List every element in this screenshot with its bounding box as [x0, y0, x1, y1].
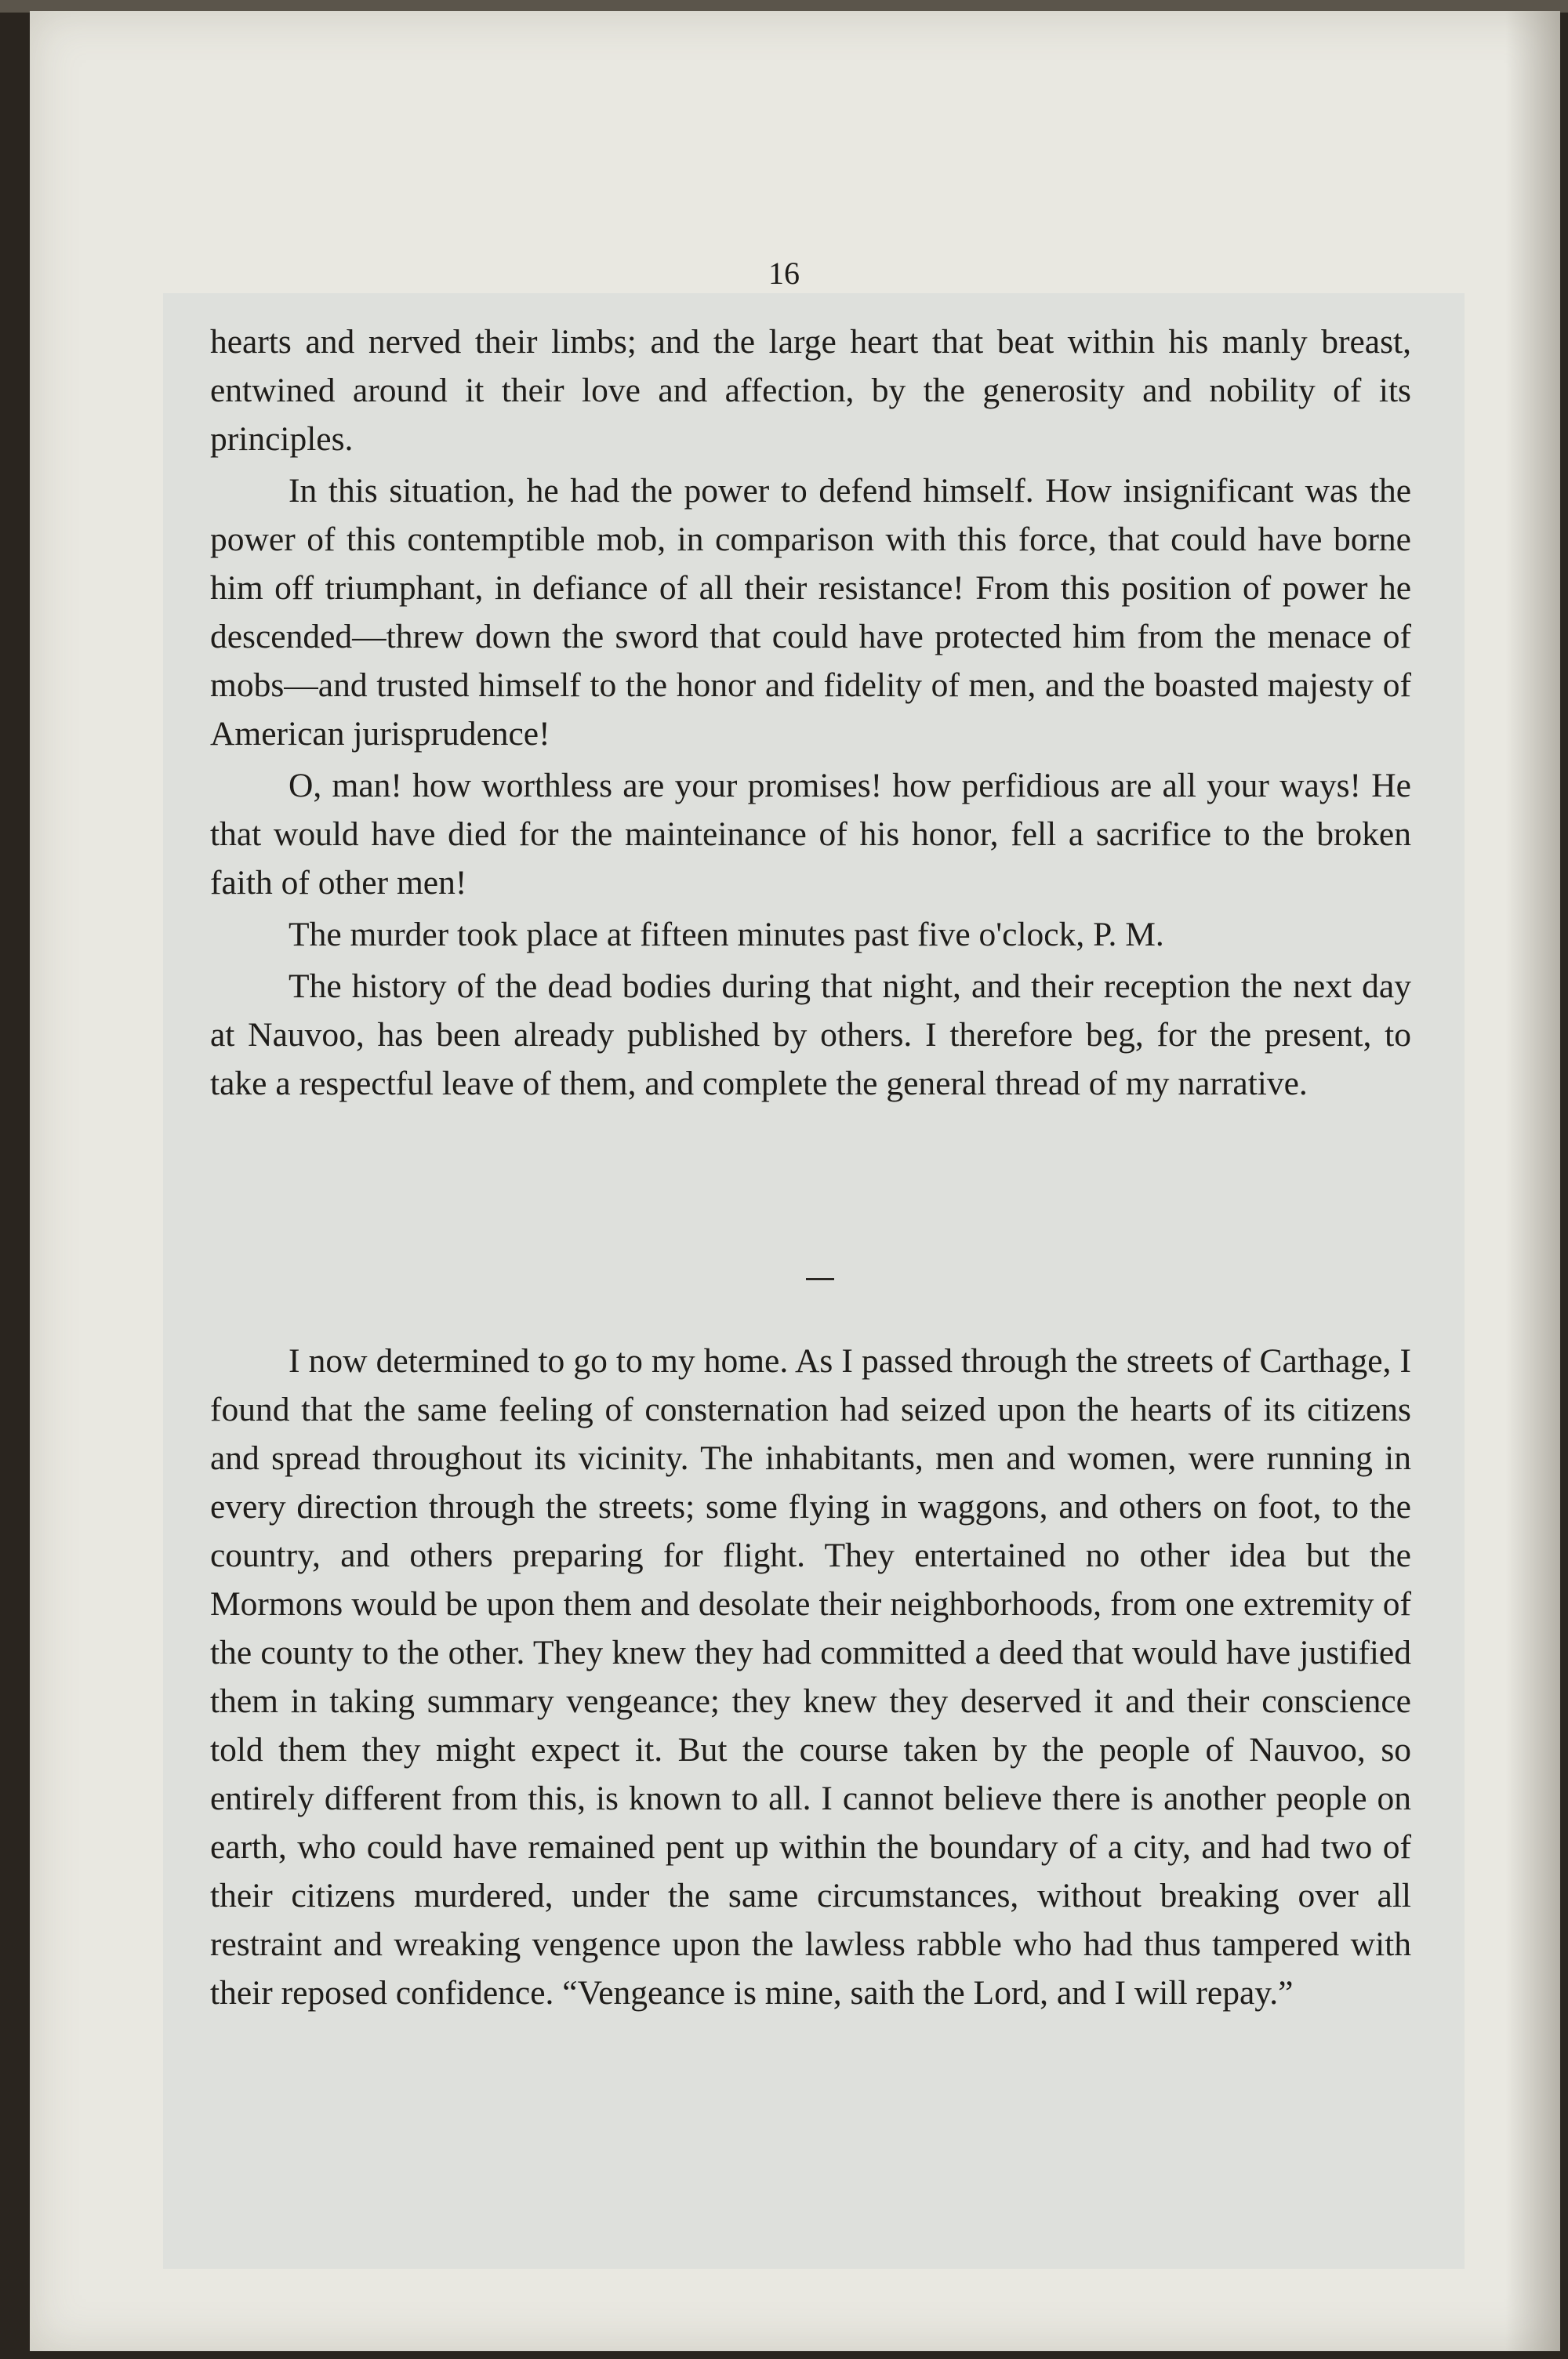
paragraph: The history of the dead bodies during that night, and their reception the next day at Nauvoo, has been already published by others. I therefore beg, for the present, to take a respectful leave of them, and complete the general thread of my narrative. — [210, 967, 1411, 1102]
section-separator — [806, 1278, 834, 1280]
page-number: 16 — [768, 256, 800, 291]
paragraph: I now determined to go to my home. As I passed through the streets of Carthage, I found that the same feeling of consternation had seized upon the hearts of its citizens and spread throughout its vicinity. The inhabitants, men and women, were running in every direction through the streets; some flying in waggons, and others on foot, to the country, and others preparing for flight. They entertained no other idea but the Mormons would be upon them and desolate their neighborhoods, from one extremity of the county to the other. They knew they had committed a deed that would have justified them in taking summary vengeance; they knew they deserved it and their conscience told them they might expect it. But the course taken by the people of Nauvoo, so entirely different from this, is known to all. I cannot believe there is another people on earth, who could have remained pent up within the boundary of a city, and had two of their citizens murdered, under the same circumstances, without breaking over all restraint and wreaking vengence upon the lawless rabble who had thus tampered with their reposed confidence. “Vengeance is mine, saith the Lord, and I will repay.” — [210, 1342, 1411, 2012]
text-block-before-separator — [210, 318, 1411, 1108]
paragraph: O, man! how worthless are your promises! how perfidious are all your ways! He that would have died for the mainteinance of his honor, fell a sacrifice to the broken faith of other men! — [210, 767, 1411, 902]
paragraph: The murder took place at fifteen minutes past five o'clock, P. M. — [289, 916, 1164, 953]
paragraph: hearts and nerved their limbs; and the large heart that beat within his manly breast, entwined around it their love and affection, by the generosity and nobility of its principles. — [210, 323, 1411, 458]
paragraph: In this situation, he had the power to defend himself. How insignificant was the power of this contemptible mob, in comparison with this force, that could have borne him off triumphant, in defiance of all their resistance! From this position of power he descended—threw down the sword that could have protected him from the menace of mobs—and trusted himself to the honor and fidelity of men, and the boasted majesty of American jurisprudence! — [210, 472, 1411, 753]
text-block-after-separator — [210, 1337, 1411, 2017]
binding-shadow — [1505, 11, 1560, 2351]
